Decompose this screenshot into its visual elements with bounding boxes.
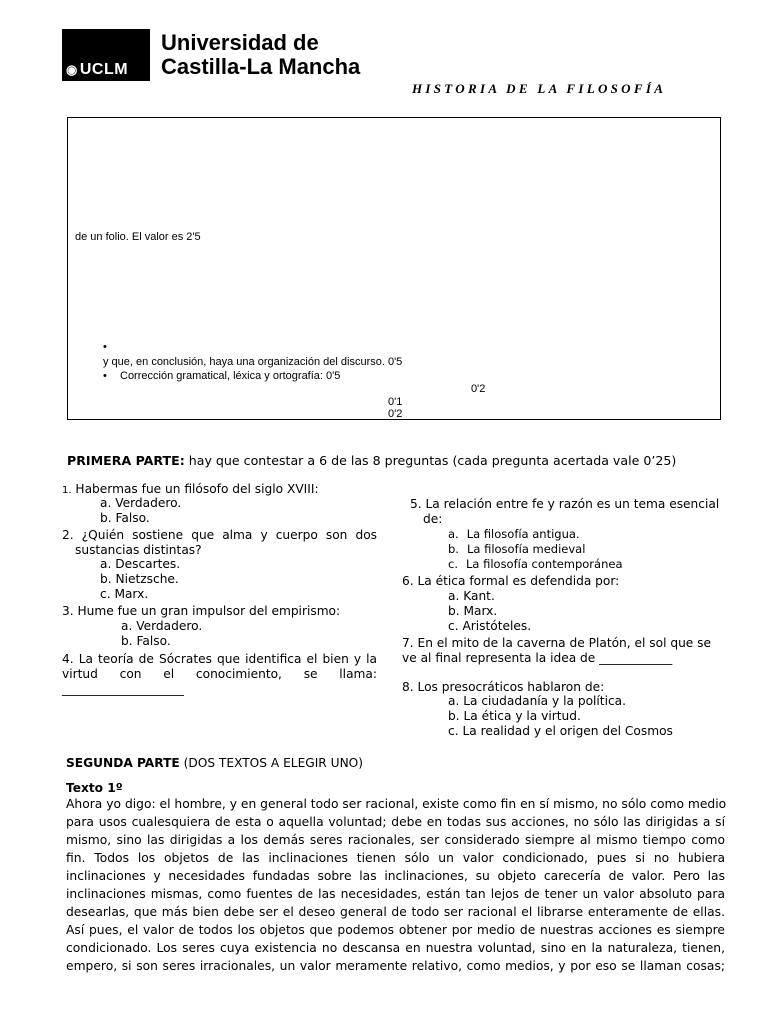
option-b: b. Falso. bbox=[121, 634, 171, 648]
text-line: fin. Todos los objetos de las inclinaciones tienen sólo un valor condicionado, pues si no hubiera bbox=[66, 851, 725, 865]
option-c: c. Aristóteles. bbox=[448, 619, 532, 633]
question-4-cont: virtud con el conocimiento, se llama: bbox=[62, 667, 377, 681]
option-a: a. Kant. bbox=[448, 589, 495, 603]
question-4: 4. La teoría de Sócrates que identifica el bien y la bbox=[62, 652, 377, 666]
university-name: Universidad de Castilla-La Mancha bbox=[161, 30, 361, 79]
option-c: c. Marx. bbox=[100, 587, 149, 601]
uclm-logo-text: ◉ UCLM bbox=[66, 61, 129, 78]
question-2: 2. ¿Quién sostiene que alma y cuerpo son dos bbox=[62, 528, 377, 542]
question-7-cont: ve al final representa la idea de ____________ bbox=[402, 651, 673, 665]
option-b: b. La ética y la virtud. bbox=[448, 709, 581, 723]
option-b: b. Nietzsche. bbox=[100, 572, 179, 586]
option-a: a. Verdadero. bbox=[121, 619, 203, 633]
score-value: 0'2 bbox=[388, 408, 403, 420]
text-line: inclinaciones y necesidades fundadas sobre las inclinaciones, su objeto carecería de valor. Pero las bbox=[66, 869, 725, 883]
option-a: a. La filosofía antigua. bbox=[448, 527, 580, 541]
text-line: Ahora yo digo: el hombre, y en general todo ser racional, existe como fin en sí mismo, no sólo como medio bbox=[66, 797, 727, 811]
text-line: Así pues, el valor de todos los objetos que podemos obtener por medio de nuestras acciones es siempre bbox=[66, 923, 725, 937]
text-line: mismo, sino las dirigidas a los demás seres racionales, ser considerado siempre al mismo tiempo como bbox=[66, 833, 725, 847]
option-c: c. La realidad y el origen del Cosmos bbox=[448, 724, 673, 738]
text-line: para usos cualesquiera de esta o aquella voluntad; debe en todas sus acciones, no sólo las dirigidas a sí bbox=[66, 815, 725, 829]
option-a: a. La ciudadanía y la política. bbox=[448, 694, 627, 708]
question-6: 6. La ética formal es defendida por: bbox=[402, 574, 620, 588]
option-b: b. Falso. bbox=[100, 511, 150, 525]
question-3: 3. Hume fue un gran impulsor del empirismo: bbox=[62, 604, 341, 618]
answer-blank: ____________________ bbox=[62, 682, 184, 696]
option-c: c. La filosofía contemporánea bbox=[448, 557, 623, 571]
question-5-cont: de: bbox=[423, 512, 443, 526]
question-2-cont: sustancias distintas? bbox=[75, 543, 202, 557]
question-5: 5. La relación entre fe y razón es un tema esencial bbox=[410, 497, 720, 511]
option-a: a. Verdadero. bbox=[100, 496, 182, 510]
instructions-line: Corrección gramatical, léxica y ortografía: 0'5 bbox=[120, 370, 341, 382]
text-line: inclinaciones mismas, como fuentes de las necesidades, están tan lejos de tener un valor absoluto para bbox=[66, 887, 725, 901]
option-b: b. La filosofía medieval bbox=[448, 542, 586, 556]
text-line: empero, si son seres irracionales, un valor meramente relativo, como medios, y por eso se llaman cosas; bbox=[66, 959, 725, 973]
subject-title: HISTORIA DE LA FILOSOFÍA bbox=[412, 81, 667, 96]
part1-heading: PRIMERA PARTE: hay que contestar a 6 de las 8 preguntas (cada pregunta acertada vale 0’25) bbox=[67, 453, 677, 468]
texto-title: Texto 1º bbox=[66, 781, 123, 795]
bullet: • bbox=[103, 370, 107, 382]
text-line: condicionado. Los seres cuya existencia no descansa en nuestra voluntad, sino en la naturaleza, tienen, bbox=[66, 941, 725, 955]
score-value: 0'1 bbox=[388, 396, 403, 408]
instructions-line: y que, en conclusión, haya una organización del discurso. 0'5 bbox=[103, 356, 403, 368]
option-b: b. Marx. bbox=[448, 604, 498, 618]
question-1: 1. Habermas fue un filósofo del siglo XVIII: bbox=[62, 482, 319, 496]
option-a: a. Descartes. bbox=[100, 557, 181, 571]
bullet: • bbox=[103, 341, 107, 353]
question-8: 8. Los presocráticos hablaron de: bbox=[402, 680, 605, 694]
question-7: 7. En el mito de la caverna de Platón, el sol que se bbox=[402, 636, 712, 650]
part2-heading: SEGUNDA PARTE (DOS TEXTOS A ELEGIR UNO) bbox=[66, 756, 364, 770]
text-line: desearlas, que más bien debe ser el deseo general de todo ser racional el librarse enteramente de ellas. bbox=[66, 905, 725, 919]
wave-icon: ◉ bbox=[66, 62, 78, 77]
score-value: 0'2 bbox=[471, 383, 486, 395]
instructions-line: de un folio. El valor es 2'5 bbox=[75, 231, 201, 243]
